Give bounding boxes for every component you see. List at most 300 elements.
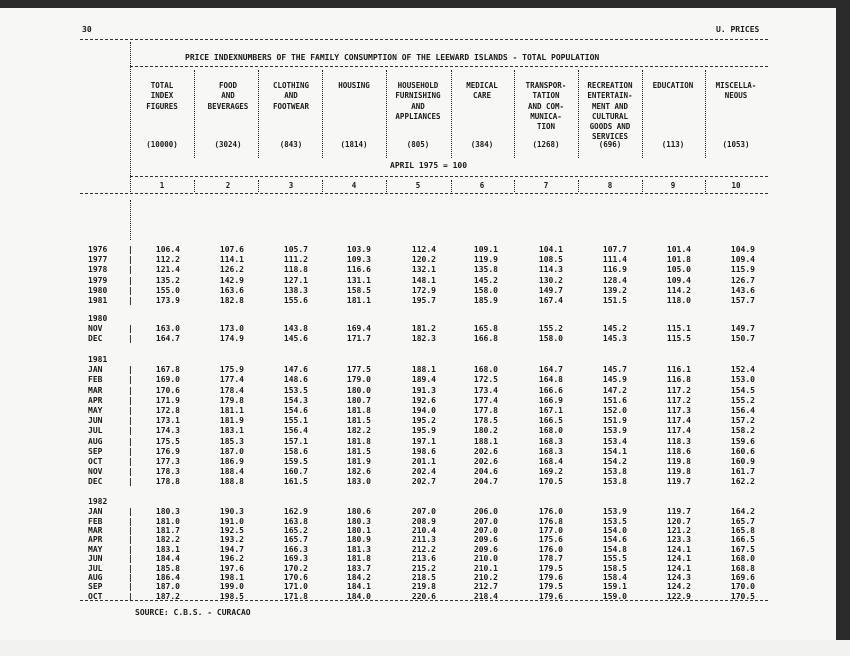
table-cell: 206.0 [473,507,498,517]
row-bar: | [128,591,133,601]
row-bar: | [128,535,133,545]
table-cell: 158.4 [602,573,627,582]
table-cell: 127.1 [283,275,308,285]
row-bar: | [128,526,133,535]
table-cell: 161.5 [283,477,308,487]
column-weight: (1814) [340,140,368,149]
table-cell: 177.0 [538,526,563,535]
row-bar: | [128,426,133,436]
table-cell: 135.2 [155,275,180,285]
row-bar: | [128,255,133,265]
table-cell: 181.7 [155,526,180,535]
column-weight: (10000) [146,140,178,149]
table-cell: 169.0 [155,375,180,385]
table-cell: 180.1 [346,526,371,535]
source-note: SOURCE: C.B.S. - CURACAO [135,608,251,617]
table-cell: 182.3 [411,334,436,344]
table-cell: 151.9 [602,416,627,426]
table-cell: 150.7 [730,334,755,344]
section-year-label: 1982 [88,497,108,506]
table-cell: 159.1 [602,582,627,592]
table-cell: 173.9 [155,296,180,305]
table-cell: 117.2 [666,385,691,395]
table-cell: 107.6 [219,245,244,254]
table-cell: 114.3 [538,265,563,275]
table-cell: 166.9 [538,395,563,405]
row-bar: | [128,457,133,466]
table-cell: 159.5 [283,457,308,466]
table-cell: 160.6 [730,446,755,456]
divider [80,193,768,194]
table-cell: 165.8 [730,526,755,535]
table-cell: 108.5 [538,255,563,265]
table-cell: 145.2 [473,275,498,285]
column-weight: (805) [406,140,430,149]
table-cell: 167.4 [538,296,563,305]
table-cell: 111.2 [283,255,308,265]
table-cell: 172.5 [473,375,498,385]
table-cell: 158.6 [283,446,308,456]
table-cell: 114.1 [219,255,244,265]
table-cell: 153.9 [602,507,627,517]
table-cell: 210.4 [411,526,436,535]
column-number: 6 [479,181,485,190]
table-cell: 162.9 [283,507,308,517]
table-cell: 212.7 [473,582,498,592]
column-weight: (1053) [722,140,750,149]
table-cell: 157.7 [730,296,755,305]
table-cell: 180.0 [346,385,371,395]
table-cell: 166.3 [283,544,308,554]
column-rule [130,200,131,240]
table-title: PRICE INDEXNUMBERS OF THE FAMILY CONSUMPTION OF THE LEEWARD ISLANDS - TOTAL POPULATION [185,53,600,62]
table-cell: 119.8 [666,457,691,466]
table-cell: 112.2 [155,255,180,265]
table-cell: 169.2 [538,467,563,477]
table-cell: 153.5 [602,516,627,526]
row-label: 1980 [88,285,108,295]
table-cell: 118.8 [283,265,308,275]
table-cell: 178.7 [538,554,563,564]
table-cell: 115.1 [666,324,691,334]
table-cell: 118.6 [666,446,691,456]
table-cell: 202.4 [411,467,436,477]
table-cell: 118.0 [666,296,691,305]
table-cell: 111.4 [602,255,627,265]
table-cell: 171.7 [346,334,371,344]
table-cell: 181.2 [411,324,436,334]
table-cell: 172.8 [155,406,180,415]
table-cell: 151.5 [602,296,627,305]
table-cell: 145.3 [602,334,627,344]
row-label: MAR [88,526,103,535]
table-cell: 124.1 [666,554,691,564]
table-cell: 181.8 [346,406,371,415]
table-cell: 158.5 [346,285,371,295]
row-label: AUG [88,573,103,582]
table-cell: 168.4 [538,457,563,466]
table-cell: 199.0 [219,582,244,592]
column-weight: (3024) [214,140,242,149]
row-bar: | [128,554,133,564]
table-cell: 117.4 [666,416,691,426]
row-label: SEP [88,582,103,592]
table-cell: 173.4 [473,385,498,395]
column-number: 7 [543,181,549,190]
table-cell: 143.6 [730,285,755,295]
divider [130,176,768,177]
table-cell: 175.6 [538,535,563,545]
table-cell: 220.6 [411,591,436,601]
column-weight: (113) [661,140,685,149]
table-cell: 120.2 [411,255,436,265]
table-cell: 178.4 [219,385,244,395]
table-cell: 121.4 [155,265,180,275]
row-label: FEB [88,516,103,526]
row-label: NOV [88,467,103,477]
table-cell: 163.8 [283,516,308,526]
table-cell: 154.5 [730,385,755,395]
table-cell: 124.1 [666,544,691,554]
table-cell: 158.5 [602,563,627,573]
table-cell: 181.9 [346,457,371,466]
table-cell: 168.3 [538,436,563,446]
table-cell: 126.2 [219,265,244,275]
table-cell: 145.2 [602,324,627,334]
column-rule [130,42,131,192]
table-cell: 117.3 [666,406,691,415]
table-cell: 202.7 [411,477,436,487]
table-cell: 191.0 [219,516,244,526]
table-cell: 101.4 [666,245,691,254]
table-cell: 163.6 [219,285,244,295]
row-bar: | [128,385,133,395]
table-cell: 207.0 [473,526,498,535]
table-cell: 164.2 [730,507,755,517]
row-bar: | [128,296,133,305]
table-cell: 143.8 [283,324,308,334]
table-cell: 117.2 [666,395,691,405]
table-cell: 161.7 [730,467,755,477]
table-cell: 211.3 [411,535,436,545]
table-cell: 176.0 [538,544,563,554]
table-cell: 170.5 [538,477,563,487]
table-cell: 180.2 [473,426,498,436]
row-bar: | [128,395,133,405]
table-cell: 184.1 [346,582,371,592]
table-cell: 151.6 [602,395,627,405]
table-cell: 155.6 [283,296,308,305]
column-rule [194,180,195,192]
table-cell: 183.1 [219,426,244,436]
row-bar: | [128,416,133,426]
table-cell: 168.0 [473,365,498,375]
table-cell: 198.5 [219,591,244,601]
row-bar: | [128,563,133,573]
row-bar: | [128,365,133,375]
table-cell: 190.3 [219,507,244,517]
column-header: TRANSPOR- TATION AND COM- MUNICA- TION [525,81,567,132]
table-cell: 153.5 [283,385,308,395]
table-cell: 109.4 [666,275,691,285]
column-weight: (843) [279,140,303,149]
table-cell: 118.3 [666,436,691,446]
row-bar: | [128,573,133,582]
table-cell: 189.4 [411,375,436,385]
table-cell: 157.2 [730,416,755,426]
table-cell: 153.0 [730,375,755,385]
table-cell: 132.1 [411,265,436,275]
table-cell: 218.4 [473,591,498,601]
row-label: JUN [88,416,103,426]
table-cell: 168.8 [730,563,755,573]
table-cell: 165.7 [730,516,755,526]
table-cell: 104.1 [538,245,563,254]
table-cell: 160.9 [730,457,755,466]
table-cell: 168.0 [730,554,755,564]
table-cell: 184.2 [346,573,371,582]
table-cell: 153.8 [602,467,627,477]
table-cell: 116.1 [666,365,691,375]
row-bar: | [128,467,133,477]
table-cell: 187.0 [155,582,180,592]
table-cell: 175.5 [155,436,180,446]
column-rule [194,70,195,158]
table-cell: 198.6 [411,446,436,456]
table-cell: 167.5 [730,544,755,554]
table-cell: 193.2 [219,535,244,545]
table-cell: 139.2 [602,285,627,295]
table-cell: 155.5 [602,554,627,564]
table-cell: 155.1 [283,416,308,426]
divider [80,600,768,601]
table-cell: 173.1 [155,416,180,426]
table-cell: 149.7 [730,324,755,334]
table-cell: 178.3 [155,467,180,477]
row-bar: | [128,516,133,526]
table-cell: 116.8 [666,375,691,385]
column-weight: (1268) [532,140,560,149]
table-cell: 154.1 [602,446,627,456]
table-cell: 180.3 [346,516,371,526]
table-cell: 173.0 [219,324,244,334]
column-header: TOTAL INDEX FIGURES [146,81,178,111]
table-cell: 187.0 [219,446,244,456]
row-label: 1976 [88,245,108,254]
table-cell: 170.6 [283,573,308,582]
table-cell: 212.2 [411,544,436,554]
table-cell: 107.7 [602,245,627,254]
table-cell: 103.9 [346,245,371,254]
table-cell: 207.0 [473,516,498,526]
table-cell: 106.4 [155,245,180,254]
row-label: 1978 [88,265,108,275]
row-label: AUG [88,436,103,446]
row-label: JUL [88,426,103,436]
column-header: HOUSEHOLD FURNISHING AND APPLIANCES [395,81,441,121]
table-cell: 218.5 [411,573,436,582]
table-cell: 178.8 [155,477,180,487]
table-cell: 191.3 [411,385,436,395]
table-cell: 157.1 [283,436,308,446]
table-cell: 153.8 [602,477,627,487]
column-header: EDUCATION [652,81,694,90]
table-cell: 115.9 [730,265,755,275]
row-label: OCT [88,457,103,466]
table-cell: 170.2 [283,563,308,573]
table-cell: 154.2 [602,457,627,466]
table-cell: 185.9 [473,296,498,305]
table-cell: 155.0 [155,285,180,295]
row-bar: | [128,406,133,415]
table-cell: 167.1 [538,406,563,415]
row-label: OCT [88,591,103,601]
table-cell: 202.6 [473,457,498,466]
table-cell: 109.1 [473,245,498,254]
table-cell: 153.9 [602,426,627,436]
table-cell: 197.6 [219,563,244,573]
section-year-label: 1981 [88,355,108,364]
table-cell: 195.2 [411,416,436,426]
table-cell: 198.1 [219,573,244,582]
table-cell: 120.7 [666,516,691,526]
table-cell: 138.3 [283,285,308,295]
table-cell: 181.5 [346,446,371,456]
table-cell: 166.5 [730,535,755,545]
column-header: MISCELLA- NEOUS [715,81,757,101]
row-label: JAN [88,365,103,375]
table-cell: 158.0 [538,334,563,344]
column-header: HOUSING [338,81,370,90]
page-number: 30 [82,25,92,34]
table-cell: 187.2 [155,591,180,601]
column-weight: (384) [470,140,494,149]
row-bar: | [128,334,133,344]
table-cell: 105.7 [283,245,308,254]
table-cell: 183.1 [155,544,180,554]
row-bar: | [128,507,133,517]
column-weight: (696) [598,140,622,149]
table-cell: 166.8 [473,334,498,344]
table-cell: 124.1 [666,563,691,573]
table-cell: 177.5 [346,365,371,375]
table-cell: 124.2 [666,582,691,592]
row-label: MAY [88,406,103,415]
table-cell: 105.0 [666,265,691,275]
table-cell: 219.8 [411,582,436,592]
table-cell: 179.5 [538,563,563,573]
table-cell: 145.9 [602,375,627,385]
table-cell: 163.0 [155,324,180,334]
table-cell: 177.4 [219,375,244,385]
table-cell: 122.9 [666,591,691,601]
table-cell: 135.8 [473,265,498,275]
table-cell: 156.4 [283,426,308,436]
table-cell: 176.0 [538,507,563,517]
row-label: MAY [88,544,103,554]
table-cell: 181.0 [155,516,180,526]
table-cell: 186.9 [219,457,244,466]
table-cell: 215.2 [411,563,436,573]
table-cell: 179.5 [538,582,563,592]
table-cell: 142.9 [219,275,244,285]
table-cell: 119.7 [666,477,691,487]
column-header: MEDICAL CARE [466,81,498,101]
row-label: FEB [88,375,103,385]
table-cell: 176.9 [155,446,180,456]
table-cell: 178.5 [473,416,498,426]
table-cell: 179.8 [219,395,244,405]
column-number: 5 [415,181,421,190]
table-cell: 174.3 [155,426,180,436]
table-cell: 185.3 [219,436,244,446]
section-title: U. PRICES [716,25,760,34]
table-cell: 182.6 [346,467,371,477]
table-cell: 196.2 [219,554,244,564]
table-cell: 148.1 [411,275,436,285]
row-bar: | [128,324,133,334]
table-cell: 195.7 [411,296,436,305]
table-cell: 164.8 [538,375,563,385]
table-cell: 179.6 [538,573,563,582]
table-cell: 185.8 [155,563,180,573]
row-bar: | [128,245,133,254]
table-cell: 202.6 [473,446,498,456]
table-cell: 188.1 [411,365,436,375]
table-cell: 147.6 [283,365,308,375]
table-cell: 171.0 [283,582,308,592]
table-cell: 128.4 [602,275,627,285]
table-cell: 171.9 [155,395,180,405]
table-cell: 179.0 [346,375,371,385]
table-cell: 168.0 [538,426,563,436]
row-bar: | [128,265,133,275]
table-cell: 170.6 [155,385,180,395]
table-cell: 169.6 [730,573,755,582]
table-cell: 177.3 [155,457,180,466]
table-cell: 112.4 [411,245,436,254]
table-cell: 201.1 [411,457,436,466]
row-bar: | [128,436,133,446]
table-cell: 194.7 [219,544,244,554]
table-cell: 175.9 [219,365,244,375]
table-cell: 166.5 [538,416,563,426]
table-cell: 180.3 [155,507,180,517]
table-cell: 181.8 [346,554,371,564]
table-cell: 165.2 [283,526,308,535]
table-cell: 130.2 [538,275,563,285]
table-cell: 184.0 [346,591,371,601]
row-label: NOV [88,324,103,334]
row-bar: | [128,375,133,385]
table-cell: 166.6 [538,385,563,395]
table-cell: 179.6 [538,591,563,601]
row-bar: | [128,446,133,456]
table-cell: 126.7 [730,275,755,285]
table-cell: 116.6 [346,265,371,275]
table-cell: 181.1 [346,296,371,305]
table-cell: 208.9 [411,516,436,526]
table-cell: 162.2 [730,477,755,487]
table-cell: 186.4 [155,573,180,582]
row-label: 1977 [88,255,108,265]
table-cell: 174.9 [219,334,244,344]
table-cell: 164.7 [538,365,563,375]
table-cell: 184.4 [155,554,180,564]
table-cell: 171.8 [283,591,308,601]
column-number: 8 [607,181,613,190]
table-cell: 213.6 [411,554,436,564]
